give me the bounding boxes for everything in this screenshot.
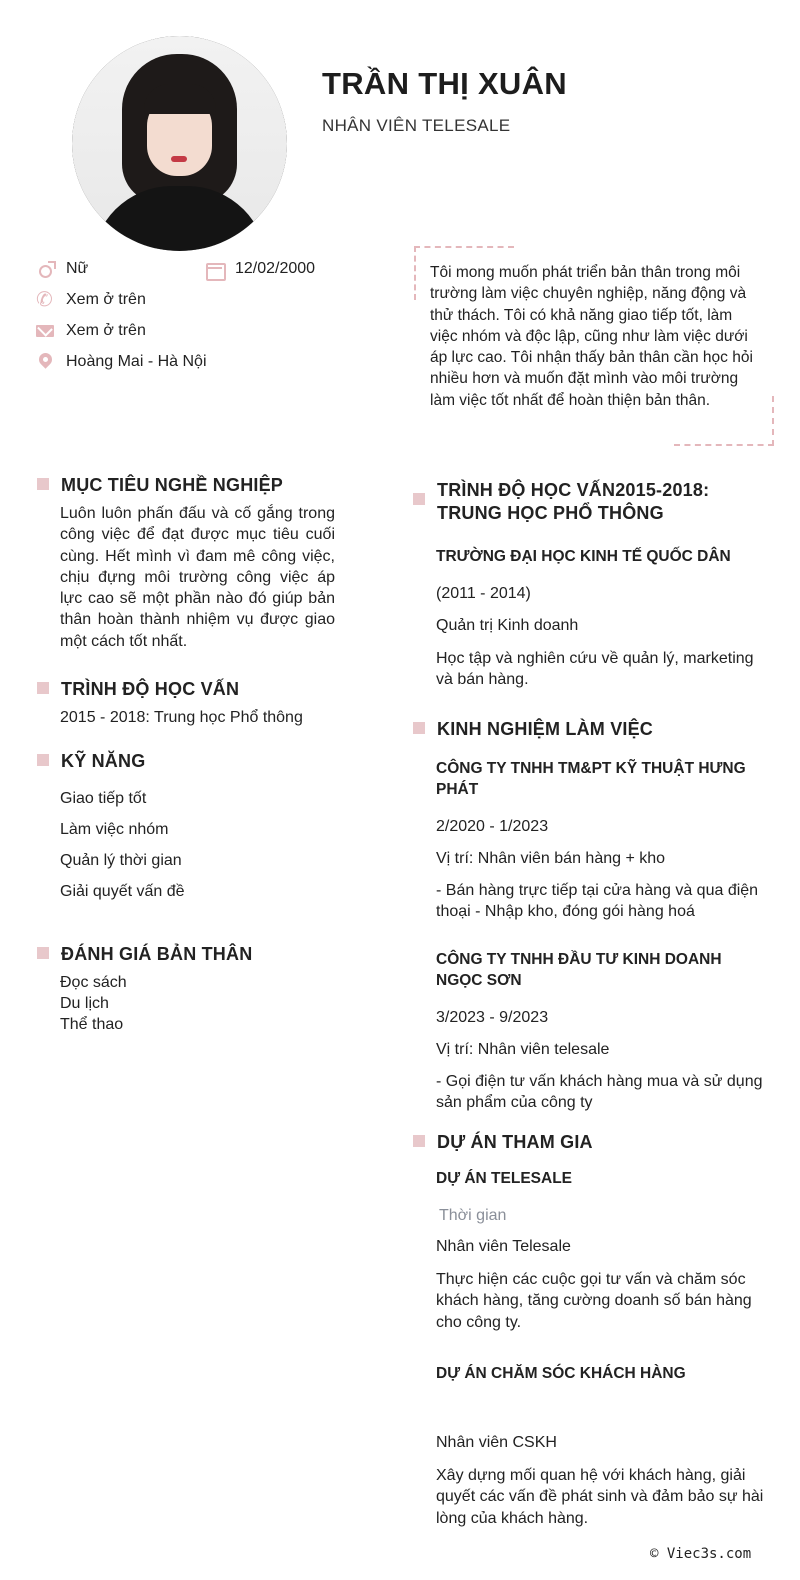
section-self-assessment (37, 943, 252, 966)
education-major: Quản trị Kinh doanh (436, 617, 579, 634)
section-education-right (413, 479, 773, 525)
gender-row (36, 260, 88, 278)
section-title: TRÌNH ĐỘ HỌC VẤN (61, 679, 240, 699)
project-role: Nhân viên Telesale (436, 1238, 571, 1255)
candidate-name: TRẦN THỊ XUÂN (322, 66, 567, 101)
address-value: Hoàng Mai - Hà Nội (66, 353, 207, 370)
section-title: KINH NGHIỆM LÀM VIỆC (437, 719, 654, 739)
job-company: CÔNG TY TNHH ĐẦU TƯ KINH DOANH NGỌC SƠN (436, 951, 722, 990)
project-desc: Thực hiện các cuộc gọi tư vấn và chăm sóc khách hàng, tăng cường doanh số bán hàng cho công ty. (436, 1271, 752, 1331)
profile-photo (72, 36, 287, 251)
job-period: 3/2023 - 9/2023 (436, 1009, 549, 1026)
section-marker (413, 1135, 425, 1147)
objective-text: Luôn luôn phấn đấu và cố gắng trong công việc để đạt được mục tiêu cuối cùng. Hết mình vì đam mê công việc, chịu đựng môi trường công việc áp lực cao sẽ một phần nào đó giúp bản thân hoàn thành nhiệm vụ được giao một cách tốt nhất. (60, 505, 335, 650)
summary-box (414, 246, 774, 446)
summary-text: Tôi mong muốn phát triển bản thân trong môi trường làm việc chuyên nghiệp, năng động và thử thách. Tôi có khả năng giao tiếp tốt, làm việc nhóm và độc lập, cũng như làm việc dưới áp lực cao. Tôi nhận thấy bản thân cần học hỏi nhiều hơn và muốn đặt mình vào môi trường làm việc tốt nhất để hoàn thiện bản thân. (430, 264, 753, 409)
section-education-left (37, 678, 239, 701)
footer-watermark: © Viec3s.com (650, 1546, 752, 1562)
section-title: MỤC TIÊU NGHỀ NGHIỆP (61, 475, 284, 495)
skill-item: Làm việc nhóm (60, 821, 169, 838)
project-time: Thời gian (439, 1207, 507, 1224)
section-title: ĐÁNH GIÁ BẢN THÂN (61, 944, 253, 964)
project-desc: Xây dựng mối quan hệ với khách hàng, giải quyết các vấn đề phát sinh và đảm bảo sự hài lòng của khách hàng. (436, 1467, 764, 1527)
job-company: CÔNG TY TNHH TM&PT KỸ THUẬT HƯNG PHÁT (436, 760, 746, 799)
assessment-item: Du lịch (60, 995, 109, 1012)
job-period: 2/2020 - 1/2023 (436, 818, 549, 835)
section-title: KỸ NĂNG (61, 751, 146, 771)
section-marker (37, 682, 49, 694)
section-marker (37, 478, 49, 490)
birthday-value: 12/02/2000 (235, 260, 316, 277)
assessment-item: Đọc sách (60, 974, 127, 991)
location-pin-icon (36, 353, 56, 371)
job-desc: - Bán hàng trực tiếp tại cửa hàng và qua điện thoại - Nhập kho, đóng gói hàng hoá (436, 882, 759, 921)
school-name: TRƯỜNG ĐẠI HỌC KINH TẾ QUỐC DÂN (436, 548, 731, 565)
job-position: Vị trí: Nhân viên bán hàng + kho (436, 850, 666, 867)
gender-icon (36, 260, 56, 278)
skill-item: Quản lý thời gian (60, 852, 182, 869)
section-title: DỰ ÁN THAM GIA (437, 1132, 593, 1152)
calendar-icon (205, 260, 225, 278)
project-role: Nhân viên CSKH (436, 1434, 557, 1451)
project-name: DỰ ÁN CHĂM SÓC KHÁCH HÀNG (436, 1365, 686, 1382)
candidate-role: NHÂN VIÊN TELESALE (322, 116, 511, 135)
phone-row (36, 291, 146, 309)
address-row (36, 353, 207, 371)
phone-icon (36, 291, 56, 309)
project-name: DỰ ÁN TELESALE (436, 1170, 573, 1187)
gender-value: Nữ (66, 260, 89, 277)
skill-item: Giao tiếp tốt (60, 790, 147, 807)
section-title: TRÌNH ĐỘ HỌC VẤN2015-2018: TRUNG HỌC PHỔ THÔNG (437, 480, 710, 523)
education-period: (2011 - 2014) (436, 585, 531, 602)
section-skills (37, 750, 145, 773)
section-projects (413, 1131, 593, 1154)
job-desc: - Gọi điện tư vấn khách hàng mua và sử dụng sản phẩm của công ty (436, 1073, 763, 1112)
birthday-row (205, 260, 315, 278)
education-desc: Học tập và nghiên cứu về quản lý, marketing và bán hàng. (436, 650, 754, 689)
section-marker (37, 947, 49, 959)
section-marker (37, 754, 49, 766)
email-icon (36, 322, 56, 340)
assessment-item: Thể thao (60, 1016, 124, 1033)
education-left-text: 2015 - 2018: Trung học Phổ thông (60, 709, 303, 726)
job-position: Vị trí: Nhân viên telesale (436, 1041, 610, 1058)
phone-value: Xem ở trên (66, 291, 146, 308)
email-value: Xem ở trên (66, 322, 146, 339)
section-marker (413, 493, 425, 505)
section-experience (413, 718, 653, 741)
section-objective (37, 474, 283, 497)
skill-item: Giải quyết vấn đề (60, 883, 185, 900)
section-marker (413, 722, 425, 734)
email-row (36, 322, 146, 340)
